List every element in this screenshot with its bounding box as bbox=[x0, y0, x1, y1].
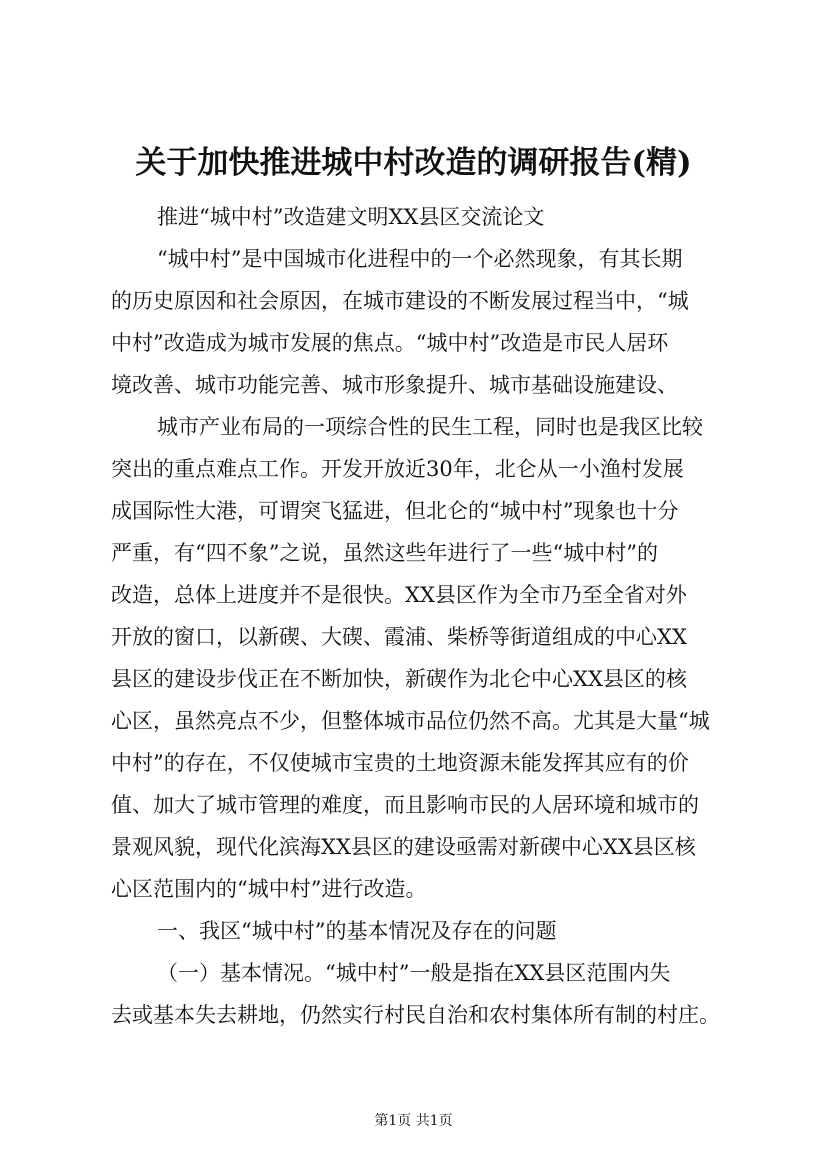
document-title: 关于加快推进城中村改造的调研报告(精) bbox=[135, 145, 692, 181]
paragraph-line: 中村”的存在，不仅使城市宝贵的土地资源未能发挥其应有的价 bbox=[111, 751, 689, 775]
paragraph-line: 景观风貌，现代化滨海XX县区的建设亟需对新碶中心XX县区核 bbox=[111, 835, 696, 859]
subtitle-line: 推进“城中村”改造建文明XX县区交流论文 bbox=[157, 205, 545, 229]
paragraph-line: 的历史原因和社会原因，在城市建设的不断发展过程当中，“城 bbox=[111, 289, 689, 313]
paragraph-line: 县区的建设步伐正在不断加快，新碶作为北仑中心XX县区的核 bbox=[111, 667, 687, 691]
paragraph-line: 严重，有“四不象”之说，虽然这些年进行了一些“城中村”的 bbox=[111, 541, 658, 565]
paragraph-line: 成国际性大港，可谓突飞猛进，但北仑的“城中村”现象也十分 bbox=[111, 499, 679, 523]
paragraph-line: 心区范围内的“城中村”进行改造。 bbox=[111, 877, 427, 901]
paragraph-line: 突出的重点难点工作。开发开放近30年，北仑从一小渔村发展 bbox=[111, 457, 684, 481]
paragraph-line: 中村”改造成为城市发展的焦点。“城中村”改造是市民人居环 bbox=[111, 331, 669, 355]
paragraph-line: （一）基本情况。“城中村”一般是指在XX县区范围内失 bbox=[157, 961, 671, 985]
paragraph-line: 值、加大了城市管理的难度，而且影响市民的人居环境和城市的 bbox=[111, 793, 699, 817]
paragraph-line: 开放的窗口，以新碶、大碶、霞浦、柴桥等街道组成的中心XX bbox=[111, 625, 687, 649]
paragraph-line: 去或基本失去耕地，仍然实行村民自治和农村集体所有制的村庄。 bbox=[111, 1003, 720, 1027]
paragraph-line: 心区，虽然亮点不少，但整体城市品位仍然不高。尤其是大量“城 bbox=[111, 709, 710, 733]
paragraph-line: 改造，总体上进度并不是很快。XX县区作为全市乃至全省对外 bbox=[111, 583, 687, 607]
paragraph-line: 境改善、城市功能完善、城市形象提升、城市基础设施建设、 bbox=[111, 373, 678, 397]
document-body bbox=[111, 196, 731, 1036]
section-heading: 一、我区“城中村”的基本情况及存在的问题 bbox=[157, 919, 557, 943]
paragraph-line: “城中村”是中国城市化进程中的一个必然现象，有其长期 bbox=[157, 247, 683, 271]
paragraph-line: 城市产业布局的一项综合性的民生工程，同时也是我区比较 bbox=[157, 415, 703, 439]
page-footer: 第1页 共1页 bbox=[374, 1113, 453, 1129]
